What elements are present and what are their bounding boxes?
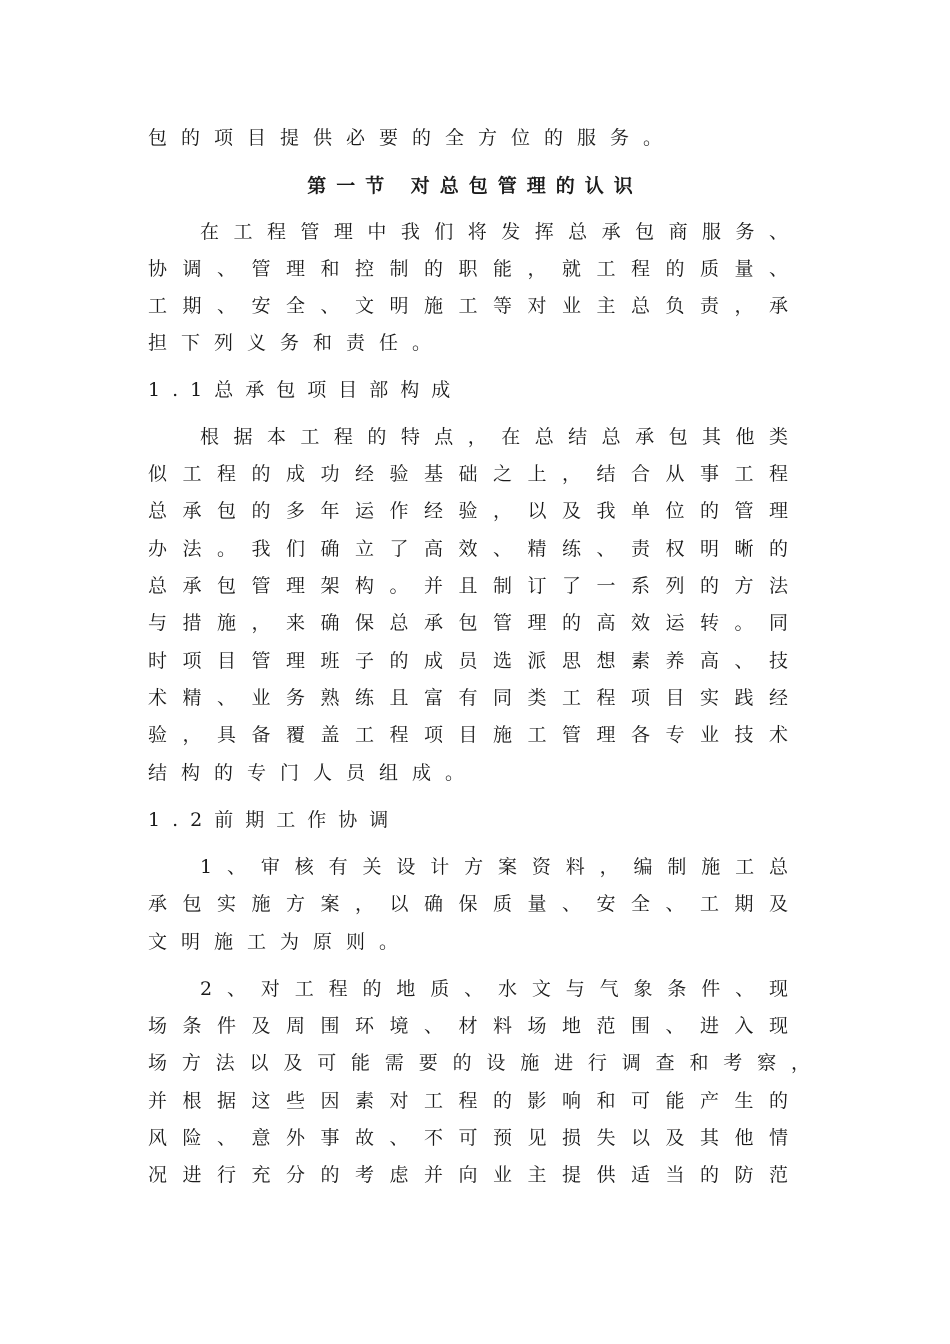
paragraph-2-line: 时项目管理班子的成员选派思想素养高、技 <box>148 650 788 672</box>
subsection-title-2: 1.2前期工作协调 <box>148 809 401 831</box>
subsection-title-1: 1.1总承包项目部构成 <box>148 379 463 401</box>
paragraph-2-line: 根据本工程的特点，在总结总承包其他类 <box>200 426 788 448</box>
paragraph-2-line: 与措施，来确保总承包管理的高效运转。同 <box>148 612 788 634</box>
paragraph-4-line: 2、对工程的地质、水文与气象条件、现 <box>200 978 788 1000</box>
paragraph-1-line: 担下列义务和责任。 <box>148 332 446 354</box>
intro-line: 包的项目提供必要的全方位的服务。 <box>148 127 677 149</box>
paragraph-2-line: 办法。我们确立了高效、精练、责权明晰的 <box>148 538 788 560</box>
paragraph-4-line: 并根据这些因素对工程的影响和可能产生的 <box>148 1090 788 1112</box>
paragraph-2-line: 验，具备覆盖工程项目施工管理各专业技术 <box>148 724 788 746</box>
paragraph-3-line: 文明施工为原则。 <box>148 931 413 953</box>
paragraph-2-line: 似工程的成功经验基础之上，结合从事工程 <box>148 463 788 485</box>
section-title: 第一节 对总包管理的认识 <box>307 175 643 197</box>
paragraph-1-line: 在工程管理中我们将发挥总承包商服务、 <box>200 221 788 243</box>
paragraph-4-line: 场方法以及可能需要的设施进行调查和考察， <box>148 1052 810 1074</box>
paragraph-4-line: 场条件及周围环境、材料场地范围、进入现 <box>148 1015 788 1037</box>
paragraph-3-line: 承包实施方案，以确保质量、安全、工期及 <box>148 893 788 915</box>
paragraph-2-line: 结构的专门人员组成。 <box>148 762 479 784</box>
paragraph-4-line: 风险、意外事故、不可预见损失以及其他情 <box>148 1127 788 1149</box>
paragraph-3-line: 1、审核有关设计方案资料，编制施工总 <box>200 856 788 878</box>
paragraph-2-line: 总承包的多年运作经验，以及我单位的管理 <box>148 500 788 522</box>
paragraph-2-line: 总承包管理架构。并且制订了一系列的方法 <box>148 575 788 597</box>
paragraph-1-line: 工期、安全、文明施工等对业主总负责，承 <box>148 295 788 317</box>
paragraph-2-line: 术精、业务熟练且富有同类工程项目实践经 <box>148 687 788 709</box>
paragraph-1-line: 协调、管理和控制的职能，就工程的质量、 <box>148 258 788 280</box>
paragraph-4-line: 况进行充分的考虑并向业主提供适当的防范 <box>148 1164 788 1186</box>
